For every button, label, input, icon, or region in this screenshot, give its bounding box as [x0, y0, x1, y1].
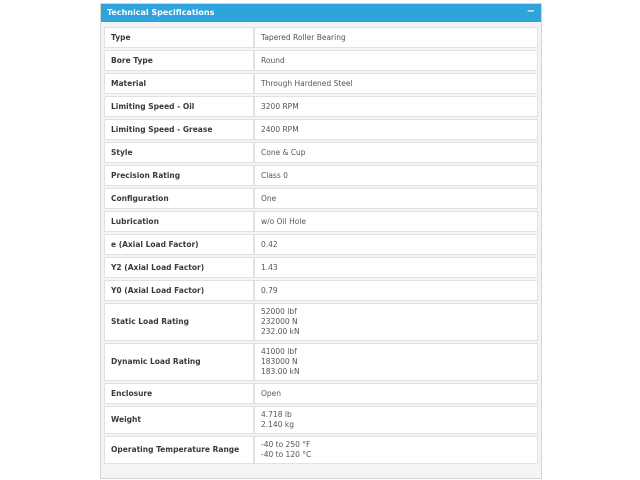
spec-value-line: Round: [261, 55, 285, 65]
spec-value-line: Tapered Roller Bearing: [261, 32, 346, 42]
spec-row: [104, 406, 538, 434]
spec-value: [254, 303, 538, 341]
spec-value-line: One: [261, 193, 277, 203]
spec-row: [104, 96, 538, 117]
spec-value: [254, 188, 538, 209]
spec-value: [254, 96, 538, 117]
spec-label: Dynamic Load Rating: [104, 343, 254, 381]
spec-row: [104, 234, 538, 255]
spec-row: [104, 119, 538, 140]
spec-value: [254, 406, 538, 434]
spec-value-line: 232000 N: [261, 317, 298, 326]
spec-label: Material: [104, 73, 254, 94]
spec-value-line: 0.42: [261, 239, 278, 249]
spec-label: Y2 (Axial Load Factor): [104, 257, 254, 278]
spec-value-line: 41000 lbf: [261, 347, 297, 356]
spec-row: [104, 73, 538, 94]
spec-label: Operating Temperature Range: [104, 436, 254, 464]
spec-value-line: 1.43: [261, 262, 278, 272]
spec-row: [104, 343, 538, 381]
spec-row: [104, 303, 538, 341]
spec-value: [254, 165, 538, 186]
technical-specifications-panel: [100, 3, 542, 479]
panel-title: Technical Specifications: [107, 8, 215, 17]
spec-label: Precision Rating: [104, 165, 254, 186]
spec-value-line: 3200 RPM: [261, 101, 299, 111]
spec-value-line: Open: [261, 388, 282, 398]
spec-value-line: -40 to 120 °C: [261, 450, 312, 459]
collapse-icon[interactable]: −: [526, 6, 535, 17]
spec-row: [104, 436, 538, 464]
spec-value-line: 183.00 kN: [261, 367, 300, 376]
spec-row: [104, 142, 538, 163]
spec-value-line: Through Hardened Steel: [261, 78, 353, 88]
spec-value: [254, 27, 538, 48]
spec-row: [104, 27, 538, 48]
spec-label: Y0 (Axial Load Factor): [104, 280, 254, 301]
spec-label: Type: [104, 27, 254, 48]
spec-value-line: 2.140 kg: [261, 420, 294, 429]
spec-label: Limiting Speed - Oil: [104, 96, 254, 117]
spec-row: [104, 383, 538, 404]
spec-value-line: w/o Oil Hole: [261, 216, 307, 226]
spec-value: [254, 119, 538, 140]
spec-label: Bore Type: [104, 50, 254, 71]
spec-row: [104, 50, 538, 71]
spec-row: [104, 257, 538, 278]
spec-label: Enclosure: [104, 383, 254, 404]
spec-value-line: Class 0: [261, 170, 288, 180]
spec-value-line: 232.00 kN: [261, 327, 300, 336]
spec-row: [104, 165, 538, 186]
spec-value-line: 2400 RPM: [261, 124, 299, 134]
spec-row: [104, 211, 538, 232]
spec-value-line: -40 to 250 °F: [261, 440, 311, 449]
spec-value-line: 0.79: [261, 285, 278, 295]
spec-label: Weight: [104, 406, 254, 434]
spec-value: [254, 383, 538, 404]
spec-value: [254, 50, 538, 71]
spec-table: [104, 25, 538, 466]
spec-value: [254, 73, 538, 94]
spec-value: [254, 280, 538, 301]
spec-row: [104, 280, 538, 301]
spec-label: Style: [104, 142, 254, 163]
spec-row: [104, 188, 538, 209]
spec-value-line: 4.718 lb: [261, 410, 292, 419]
spec-label: e (Axial Load Factor): [104, 234, 254, 255]
spec-value-line: 183000 N: [261, 357, 298, 366]
spec-value: [254, 257, 538, 278]
spec-value: [254, 142, 538, 163]
spec-value: [254, 436, 538, 464]
spec-value-line: Cone & Cup: [261, 147, 306, 157]
spec-label: Static Load Rating: [104, 303, 254, 341]
spec-label: Limiting Speed - Grease: [104, 119, 254, 140]
spec-value: [254, 234, 538, 255]
spec-label: Lubrication: [104, 211, 254, 232]
spec-value-line: 52000 lbf: [261, 307, 297, 316]
spec-label: Configuration: [104, 188, 254, 209]
spec-value: [254, 343, 538, 381]
panel-header[interactable]: [101, 4, 541, 22]
spec-value: [254, 211, 538, 232]
